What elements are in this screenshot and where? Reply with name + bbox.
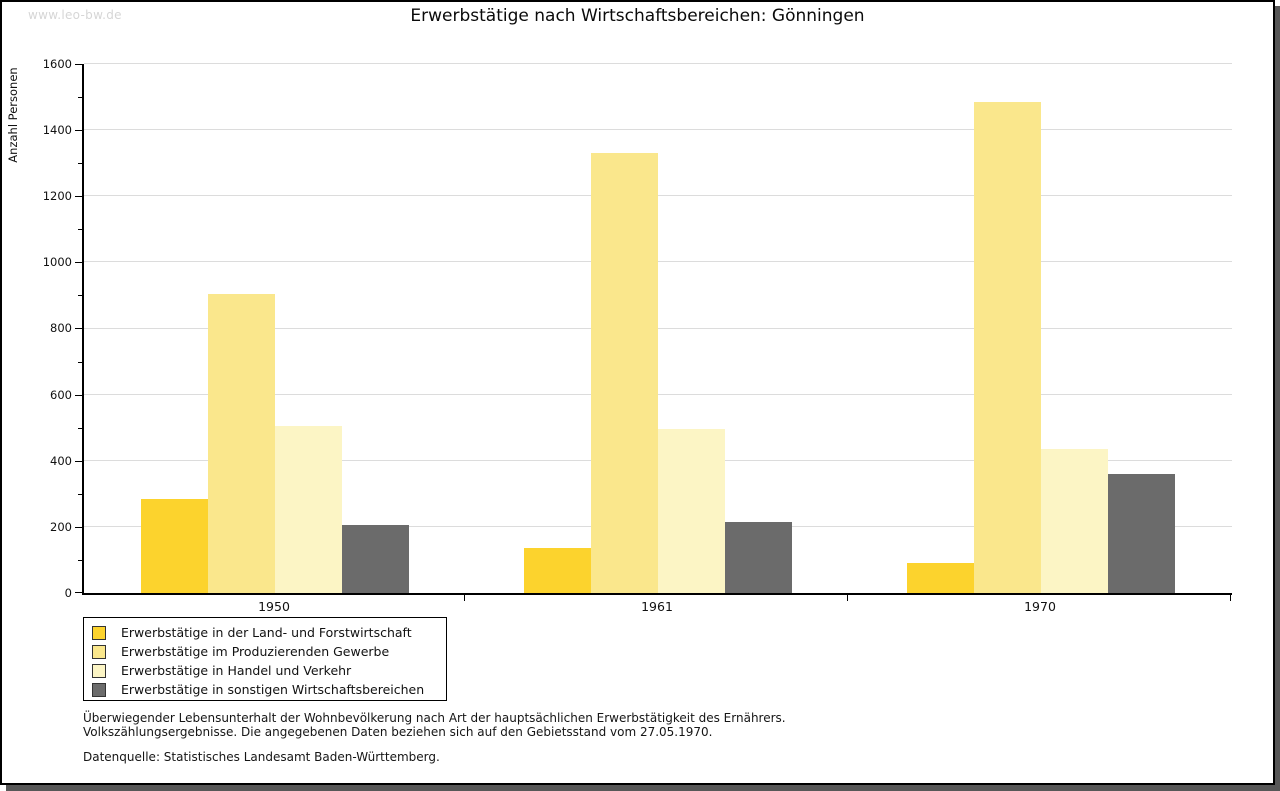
- legend-swatch-3: [92, 664, 106, 678]
- footnote-line-2: Volkszählungsergebnisse. Die angegebenen Daten beziehen sich auf den Gebietsstand vom 27.05.1970.: [83, 725, 713, 739]
- y-minor-tick-1100: [78, 229, 82, 230]
- chart-title: Erwerbstätige nach Wirtschaftsbereichen: Gönningen: [410, 6, 865, 26]
- y-major-tick-800: [75, 328, 82, 329]
- y-axis-title: Anzahl Personen: [6, 67, 20, 163]
- legend-label-1: Erwerbstätige in der Land- und Forstwirtschaft: [121, 625, 412, 640]
- y-tick-label-600: 600: [50, 388, 72, 402]
- x-tick-3: [1230, 595, 1231, 601]
- gridline-1600: [84, 63, 1232, 64]
- bar-series3-1970: [1041, 449, 1108, 593]
- y-minor-tick-1300: [78, 163, 82, 164]
- legend-swatch-1: [92, 626, 106, 640]
- bar-series3-1961: [658, 429, 725, 593]
- bar-series2-1961: [591, 153, 658, 593]
- y-major-tick-1000: [75, 262, 82, 263]
- y-tick-label-1600: 1600: [42, 57, 72, 71]
- y-major-tick-1400: [75, 130, 82, 131]
- legend-item-2: [90, 642, 446, 661]
- y-major-tick-400: [75, 461, 82, 462]
- y-major-tick-1600: [75, 64, 82, 65]
- gridline-1200: [84, 195, 1232, 196]
- bar-series1-1970: [907, 563, 974, 593]
- legend-label-3: Erwerbstätige in Handel und Verkehr: [121, 663, 352, 678]
- y-minor-tick-500: [78, 428, 82, 429]
- bar-series2-1950: [208, 294, 275, 593]
- y-minor-tick-300: [78, 494, 82, 495]
- legend-items: [90, 623, 446, 699]
- y-major-tick-0: [75, 592, 82, 593]
- bar-series4-1950: [342, 525, 409, 593]
- y-tick-label-1200: 1200: [42, 189, 72, 203]
- legend-item-4: [90, 680, 446, 699]
- legend-label-2: Erwerbstätige im Produzierenden Gewerbe: [121, 644, 390, 659]
- x-category-label-1961: 1961: [641, 599, 673, 614]
- legend-item-3: [90, 661, 446, 680]
- y-minor-tick-100: [78, 560, 82, 561]
- legend-swatch-4: [92, 683, 106, 697]
- y-minor-tick-900: [78, 295, 82, 296]
- x-tick-1: [464, 595, 465, 601]
- x-category-label-1950: 1950: [258, 599, 290, 614]
- legend-item-1: [90, 623, 446, 642]
- bar-series4-1970: [1108, 474, 1175, 593]
- y-tick-label-200: 200: [50, 520, 72, 534]
- legend-swatch-2: [92, 645, 106, 659]
- y-major-tick-600: [75, 395, 82, 396]
- legend: [83, 617, 447, 701]
- x-category-label-1970: 1970: [1024, 599, 1056, 614]
- x-tick-2: [847, 595, 848, 601]
- bar-series1-1950: [141, 499, 208, 593]
- y-tick-label-1400: 1400: [42, 123, 72, 137]
- bar-series2-1970: [974, 102, 1041, 593]
- y-tick-label-400: 400: [50, 454, 72, 468]
- source-note: Datenquelle: Statistisches Landesamt Baden-Württemberg.: [83, 750, 440, 764]
- footnote-line-1: Überwiegender Lebensunterhalt der Wohnbevölkerung nach Art der hauptsächlichen Erwerbstätigkeit des Ernährers.: [83, 711, 786, 725]
- bar-series1-1961: [524, 548, 591, 593]
- bar-series3-1950: [275, 426, 342, 593]
- plot-area: [82, 64, 1232, 595]
- y-tick-label-1000: 1000: [42, 255, 72, 269]
- gridline-1400: [84, 129, 1232, 130]
- y-major-tick-1200: [75, 196, 82, 197]
- legend-label-4: Erwerbstätige in sonstigen Wirtschaftsbereichen: [121, 682, 425, 697]
- bar-series4-1961: [725, 522, 792, 593]
- watermark: www.leo-bw.de: [28, 8, 122, 22]
- gridline-1000: [84, 261, 1232, 262]
- y-tick-label-0: 0: [64, 586, 72, 600]
- y-major-tick-200: [75, 527, 82, 528]
- y-minor-tick-700: [78, 362, 82, 363]
- y-minor-tick-1500: [78, 97, 82, 98]
- y-tick-label-800: 800: [50, 321, 72, 335]
